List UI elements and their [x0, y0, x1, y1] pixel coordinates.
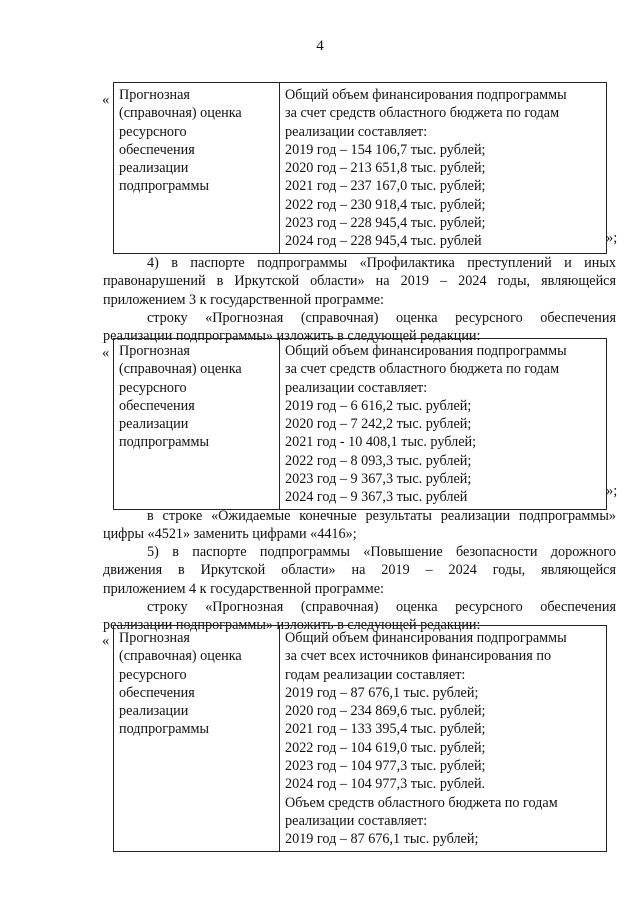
text-line: реализации подпрограммы» изложить в следующей редакции:: [103, 328, 481, 345]
value-line: 2023 год – 104 977,3 тыс. рублей;: [285, 758, 486, 775]
opening-quote: «: [102, 92, 110, 108]
value-line: 2019 год – 87 676,1 тыс. рублей;: [285, 831, 479, 848]
label-line: ресурсного: [119, 666, 187, 683]
value-line: за счет средств областного бюджета по годам: [285, 361, 560, 378]
label-line: реализации: [119, 160, 189, 177]
text-line: 4) в паспорте подпрограммы «Профилактика преступлений и иных: [147, 255, 616, 271]
value-line: 2021 год - 10 408,1 тыс. рублей;: [285, 434, 477, 451]
closing-quote: »;: [606, 230, 618, 246]
paragraph-4: [103, 254, 616, 345]
value-line: 2023 год – 228 945,4 тыс. рублей;: [285, 215, 486, 232]
text-line: 5) в паспорте подпрограммы «Повышение безопасности дорожного: [147, 544, 616, 560]
text-line: цифры «4521» заменить цифрами «4416»;: [103, 526, 357, 543]
label-line: обеспечения: [119, 397, 195, 414]
text-line: приложением 3 к государственной программе:: [103, 291, 384, 308]
value-line: реализации составляет:: [285, 123, 428, 140]
table-3-label-cell: [114, 626, 280, 852]
text-line: в строке «Ожидаемые конечные результаты реализации подпрограммы»: [147, 508, 616, 524]
value-line: Объем средств областного бюджета по годам: [285, 794, 558, 811]
table-2-label-cell: [114, 339, 280, 510]
text-line: реализации подпрограммы» изложить в следующей редакции:: [103, 617, 481, 634]
value-line: 2024 год – 9 367,3 тыс. рублей: [285, 489, 468, 506]
opening-quote: «: [102, 345, 110, 361]
label-line: (справочная) оценка: [119, 648, 242, 665]
label-line: (справочная) оценка: [119, 361, 242, 378]
value-line: реализации составляет:: [285, 379, 428, 396]
table-1-label-cell: [114, 83, 280, 254]
value-line: 2019 год – 154 106,7 тыс. рублей;: [285, 141, 486, 158]
label-line: реализации: [119, 703, 189, 720]
value-line: 2024 год – 104 977,3 тыс. рублей.: [285, 776, 486, 793]
value-line: 2022 год – 104 619,0 тыс. рублей;: [285, 739, 486, 756]
label-line: ресурсного: [119, 123, 187, 140]
value-line: 2023 год – 9 367,3 тыс. рублей;: [285, 471, 472, 488]
passport-table-1: [113, 82, 607, 254]
text-line: движения в Иркутской области» на 2019 – 2024 годы, являющейся: [103, 562, 616, 579]
value-line: 2021 год – 237 167,0 тыс. рублей;: [285, 178, 486, 195]
value-line: 2020 год – 7 242,2 тыс. рублей;: [285, 416, 472, 433]
closing-quote: »;: [606, 483, 618, 499]
label-line: реализации: [119, 416, 189, 433]
label-line: Прогнозная: [119, 87, 190, 103]
value-line: 2022 год – 8 093,3 тыс. рублей;: [285, 452, 472, 469]
table-2-value-cell: [280, 339, 607, 510]
page-number: 4: [316, 38, 324, 54]
paragraph-5: [103, 543, 616, 634]
text-line: правонарушений в Иркутской области» на 2019 – 2024 годы, являющейся: [103, 273, 616, 290]
value-line: 2020 год – 213 651,8 тыс. рублей;: [285, 160, 486, 177]
value-line: 2022 год – 230 918,4 тыс. рублей;: [285, 196, 486, 213]
value-line: Общий объем финансирования подпрограммы: [285, 630, 567, 646]
value-line: 2019 год – 87 676,1 тыс. рублей;: [285, 684, 479, 701]
value-line: Общий объем финансирования подпрограммы: [285, 343, 567, 359]
value-line: 2019 год – 6 616,2 тыс. рублей;: [285, 397, 472, 414]
label-line: подпрограммы: [119, 721, 209, 738]
text-line: строку «Прогнозная (справочная) оценка ресурсного обеспечения: [147, 598, 616, 615]
label-line: обеспечения: [119, 684, 195, 701]
value-line: за счет всех источников финансирования по: [285, 648, 552, 665]
label-line: (справочная) оценка: [119, 105, 242, 122]
text-line: строку «Прогнозная (справочная) оценка ресурсного обеспечения: [147, 309, 616, 326]
label-line: Прогнозная: [119, 630, 190, 646]
table-1-value-cell: [280, 83, 607, 254]
value-line: 2020 год – 234 869,6 тыс. рублей;: [285, 703, 486, 720]
text-line: приложением 4 к государственной программе:: [103, 580, 384, 597]
table-3-value-cell: [280, 626, 607, 852]
passport-table-3: [113, 625, 607, 852]
value-line: 2024 год – 228 945,4 тыс. рублей: [285, 233, 482, 250]
paragraph-results: [103, 507, 616, 544]
passport-table-2: [113, 338, 607, 510]
value-line: 2021 год – 133 395,4 тыс. рублей;: [285, 721, 486, 738]
label-line: ресурсного: [119, 379, 187, 396]
opening-quote: «: [102, 633, 110, 649]
label-line: подпрограммы: [119, 178, 209, 195]
value-line: за счет средств областного бюджета по годам: [285, 105, 560, 122]
label-line: обеспечения: [119, 141, 195, 158]
label-line: Прогнозная: [119, 343, 190, 359]
value-line: Общий объем финансирования подпрограммы: [285, 87, 567, 103]
value-line: годам реализации составляет:: [285, 666, 466, 683]
label-line: подпрограммы: [119, 434, 209, 451]
value-line: реализации составляет:: [285, 812, 428, 829]
